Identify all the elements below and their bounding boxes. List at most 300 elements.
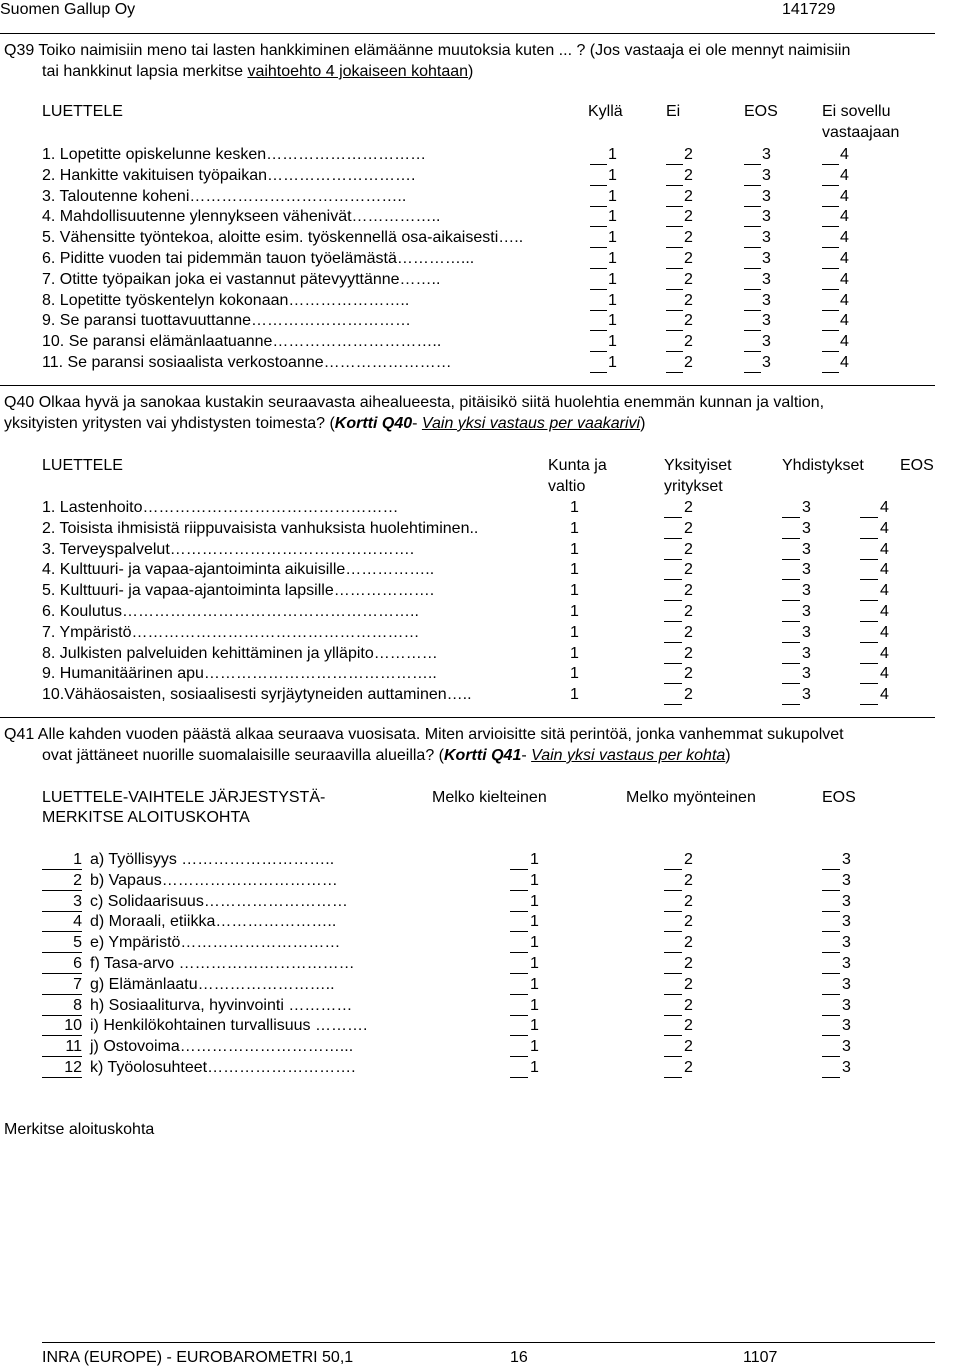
q41-answer-code[interactable]: 1 [530, 934, 539, 952]
q40-col-eos: EOS [900, 457, 934, 474]
q39-answer-blank [822, 247, 839, 248]
q40-answer-code[interactable]: 4 [880, 603, 889, 620]
q39-col-no: Ei [666, 103, 681, 120]
q40-answer-code[interactable]: 4 [880, 499, 889, 516]
q41-col-eos: EOS [822, 789, 856, 806]
q40-answer-blank [664, 683, 682, 684]
q39-answer-code[interactable]: 1 [608, 291, 617, 309]
q41-answer-code[interactable]: 3 [842, 975, 851, 993]
q39-row-label: 11. Se paransi sosiaalista verkostoanne…………………… [42, 354, 452, 371]
q41-answer-blank [822, 994, 840, 995]
q40-row-label: 7. Ympäristö……………………………………………… [42, 623, 420, 641]
q39-answer-blank [590, 164, 607, 165]
q40-answer-code[interactable]: 3 [802, 561, 811, 579]
q39-answer-blank [590, 351, 607, 352]
q41-answer-blank [822, 1077, 840, 1078]
q39-answer-code[interactable]: 2 [684, 291, 693, 309]
q39-answer-blank [590, 226, 607, 227]
q39-answer-code[interactable]: 4 [840, 333, 849, 351]
q41-order-number[interactable]: 1 [73, 851, 82, 868]
q39-answer-blank [822, 289, 839, 290]
q40-answer-code[interactable]: 4 [880, 665, 889, 683]
q40-answer-blank [664, 600, 682, 601]
q39-answer-code[interactable]: 3 [762, 208, 771, 226]
q39-row-label: 7. Otitte työpaikan joka ei vastannut pätevyyttänne…….. [42, 270, 441, 288]
q41-answer-blank [664, 869, 682, 870]
q41-order-number[interactable]: 3 [73, 892, 82, 910]
q41-text-line2: ovat jättäneet nuorille suomalaisille seuraavilla alueilla? (Kortti Q41- Vain yksi vastaus per kohta) [42, 747, 731, 764]
q39-answer-code[interactable]: 2 [684, 229, 693, 247]
q39-answer-code[interactable]: 3 [762, 229, 771, 247]
q41-row-label: f) Tasa-arvo …………………………… [90, 955, 355, 972]
q40-answer-code[interactable]: 3 [802, 519, 811, 537]
q40-answer-code[interactable]: 2 [684, 665, 693, 683]
q41-answer-code[interactable]: 1 [530, 1017, 539, 1035]
q39-answer-code[interactable]: 1 [608, 250, 617, 267]
q40-row-label: 9. Humanitäärinen apu…………………………………….. [42, 665, 437, 683]
q39-list-instruction: LUETTELE [42, 103, 123, 120]
q40-answer-code[interactable]: 3 [802, 686, 811, 704]
q41-order-number[interactable]: 12 [64, 1059, 82, 1076]
q39-answer-code[interactable]: 1 [608, 229, 617, 247]
q40-answer-code[interactable]: 2 [684, 499, 693, 516]
q39-col-na-2: vastaajaan [822, 124, 900, 141]
q39-answer-blank [822, 185, 839, 186]
q39-answer-blank [744, 268, 761, 269]
q41-answer-code[interactable]: 2 [684, 871, 693, 889]
q39-answer-blank [590, 289, 607, 290]
q40-answer-code[interactable]: 1 [570, 644, 579, 662]
q39-answer-code[interactable]: 3 [762, 354, 771, 371]
q39-answer-blank [744, 289, 761, 290]
q39-answer-code[interactable]: 4 [840, 270, 849, 288]
q40-divider [0, 717, 935, 718]
q39-answer-blank [590, 268, 607, 269]
q39-answer-blank [666, 330, 683, 331]
q39-answer-blank [744, 310, 761, 311]
q40-answer-blank [860, 683, 878, 684]
q41-answer-blank [664, 1015, 682, 1016]
q40-answer-blank [664, 517, 682, 518]
q39-answer-blank [744, 164, 761, 165]
q39-answer-blank [822, 351, 839, 352]
q40-answer-blank [664, 663, 682, 664]
q39-answer-code[interactable]: 4 [840, 229, 849, 247]
q40-answer-blank [782, 642, 800, 643]
q39-row-label: 9. Se paransi tuottavuuttanne………………………… [42, 312, 412, 330]
q41-answer-blank [510, 931, 528, 932]
q39-answer-blank [590, 185, 607, 186]
q41-answer-code[interactable]: 1 [530, 1059, 539, 1076]
q40-row-label: 6. Koulutus……………………………………………….. [42, 603, 419, 620]
q39-row-label: 2. Hankitte vakituisen työpaikan………………………. [42, 166, 416, 184]
q39-answer-blank [822, 206, 839, 207]
q39-answer-blank [666, 185, 683, 186]
q39-answer-blank [822, 310, 839, 311]
q39-answer-code[interactable]: 4 [840, 208, 849, 226]
q39-answer-code[interactable]: 1 [608, 333, 617, 351]
q40-row-label: 8. Julkisten palveluiden kehittäminen ja ylläpito………… [42, 644, 438, 662]
q41-row-label: c) Solidaarisuus……………………… [90, 892, 348, 910]
q41-answer-code[interactable]: 1 [530, 871, 539, 889]
q39-answer-code[interactable]: 1 [608, 312, 617, 330]
q40-answer-code[interactable]: 3 [802, 665, 811, 683]
q41-answer-code[interactable]: 1 [530, 913, 539, 931]
q40-text-line2: yksityisten yritysten vai yhdistysten toimesta? (Kortti Q40- Vain yksi vastaus per vaakarivi) [4, 415, 646, 432]
q41-instruction-1: LUETTELE-VAIHTELE JÄRJESTYSTÄ- [42, 789, 326, 806]
q40-answer-blank [782, 621, 800, 622]
q40-answer-blank [782, 517, 800, 518]
q40-answer-blank [860, 517, 878, 518]
q40-answer-code[interactable]: 2 [684, 561, 693, 579]
q40-answer-blank [860, 559, 878, 560]
q41-order-number[interactable]: 10 [64, 1017, 82, 1035]
q40-answer-code[interactable]: 1 [570, 623, 579, 641]
q40-answer-code[interactable]: 2 [684, 603, 693, 620]
q40-answer-blank [782, 683, 800, 684]
q39-col-na-1: Ei sovellu [822, 103, 891, 120]
q39-answer-blank [822, 372, 839, 373]
q39-answer-blank [666, 372, 683, 373]
q40-answer-blank [664, 642, 682, 643]
q41-answer-code[interactable]: 1 [530, 975, 539, 993]
q41-order-number[interactable]: 8 [73, 996, 82, 1014]
q41-answer-code[interactable]: 2 [684, 975, 693, 993]
q41-answer-blank [510, 952, 528, 953]
q39-answer-code[interactable]: 1 [608, 270, 617, 288]
q41-answer-code[interactable]: 2 [684, 892, 693, 910]
footer-divider [42, 1342, 935, 1343]
q40-answer-code[interactable]: 2 [684, 686, 693, 704]
footer-code: 1107 [743, 1349, 778, 1366]
q41-answer-code[interactable]: 3 [842, 913, 851, 931]
q39-answer-code[interactable]: 2 [684, 354, 693, 371]
q39-answer-code[interactable]: 2 [684, 270, 693, 288]
q39-answer-blank [822, 268, 839, 269]
questionnaire-code: 141729 [782, 1, 836, 18]
q39-text-line2: tai hankkinut lapsia merkitse vaihtoehto 4 jokaiseen kohtaan) [42, 63, 474, 80]
q40-answer-code[interactable]: 4 [880, 582, 889, 600]
q40-row-label: 5. Kulttuuri- ja vapaa-ajantoiminta lapsille………………. [42, 582, 435, 600]
q40-answer-code[interactable]: 4 [880, 561, 889, 579]
q40-answer-blank [860, 579, 878, 580]
q40-list-instruction: LUETTELE [42, 457, 123, 474]
q41-answer-blank [664, 994, 682, 995]
q40-answer-code[interactable]: 1 [570, 540, 579, 558]
q41-answer-code[interactable]: 3 [842, 1038, 851, 1056]
q41-row-label: a) Työllisyys ……………………….. [90, 851, 335, 868]
q41-order-number[interactable]: 7 [73, 975, 82, 993]
q40-answer-code[interactable]: 1 [570, 519, 579, 537]
q39-answer-blank [744, 185, 761, 186]
q40-answer-blank [664, 579, 682, 580]
q40-col-c: Yhdistykset [782, 457, 864, 474]
q40-answer-code[interactable]: 1 [570, 686, 579, 704]
q39-answer-code[interactable]: 4 [840, 166, 849, 184]
q41-answer-code[interactable]: 3 [842, 996, 851, 1014]
q39-answer-code[interactable]: 4 [840, 291, 849, 309]
q40-answer-blank [860, 538, 878, 539]
q40-answer-blank [782, 538, 800, 539]
q41-answer-code[interactable]: 2 [684, 934, 693, 952]
q41-answer-blank [510, 994, 528, 995]
q40-answer-blank [664, 704, 682, 705]
q39-answer-code[interactable]: 1 [608, 166, 617, 184]
q40-answer-blank [782, 559, 800, 560]
q39-answer-code[interactable]: 3 [762, 291, 771, 309]
q40-answer-code[interactable]: 4 [880, 686, 889, 704]
q40-answer-blank [860, 642, 878, 643]
q41-answer-blank [510, 1056, 528, 1057]
q41-answer-blank [510, 1015, 528, 1016]
q39-answer-code[interactable]: 3 [762, 333, 771, 351]
q40-answer-code[interactable]: 4 [880, 623, 889, 641]
q41-row-label: g) Elämänlaatu…………………….. [90, 975, 335, 993]
q40-row-label: 3. Terveyspalvelut………………………………………. [42, 540, 415, 558]
q39-row-label: 3. Taloutenne koheni………………………………….. [42, 187, 407, 205]
q39-answer-blank [744, 372, 761, 373]
q41-answer-code[interactable]: 2 [684, 955, 693, 972]
q39-answer-code[interactable]: 3 [762, 166, 771, 184]
q40-answer-code[interactable]: 2 [684, 540, 693, 558]
q40-answer-blank [860, 600, 878, 601]
q39-answer-blank [744, 206, 761, 207]
q40-answer-blank [860, 621, 878, 622]
q41-row-label: d) Moraali, etiikka………………….. [90, 913, 337, 931]
q41-answer-blank [822, 911, 840, 912]
q39-answer-code[interactable]: 3 [762, 270, 771, 288]
q41-answer-code[interactable]: 2 [684, 1038, 693, 1056]
q41-row-label: j) Ostovoima…………………………... [90, 1038, 354, 1056]
q40-answer-code[interactable]: 3 [802, 644, 811, 662]
q39-row-label: 5. Vähensitte työntekoa, aloitte esim. työskennellä osa-aikaisesti….. [42, 229, 524, 247]
q41-answer-blank [664, 1035, 682, 1036]
q40-answer-code[interactable]: 3 [802, 499, 811, 516]
q41-answer-code[interactable]: 3 [842, 1059, 851, 1076]
q40-answer-code[interactable]: 4 [880, 644, 889, 662]
q40-answer-code[interactable]: 1 [570, 582, 579, 600]
q39-answer-blank [590, 206, 607, 207]
q39-answer-code[interactable]: 2 [684, 146, 693, 163]
q41-answer-code[interactable]: 1 [530, 851, 539, 868]
q40-answer-blank [782, 663, 800, 664]
q40-answer-code[interactable]: 2 [684, 644, 693, 662]
q41-answer-code[interactable]: 2 [684, 1017, 693, 1035]
q40-answer-code[interactable]: 1 [570, 665, 579, 683]
q41-col-a: Melko kielteinen [432, 789, 547, 806]
q39-answer-code[interactable]: 2 [684, 312, 693, 330]
q39-answer-blank [590, 372, 607, 373]
q41-order-number[interactable]: 2 [73, 871, 82, 889]
q41-answer-code[interactable]: 1 [530, 1038, 539, 1056]
q40-answer-blank [664, 559, 682, 560]
q39-row-label: 10. Se paransi elämänlaatuanne………………………….. [42, 333, 442, 351]
q40-answer-blank [782, 704, 800, 705]
q41-row-label: k) Työolosuhteet………………………. [90, 1059, 356, 1076]
q41-answer-blank [822, 973, 840, 974]
q39-row-label: 1. Lopetitte opiskelunne kesken………………………… [42, 146, 427, 163]
q41-answer-code[interactable]: 2 [684, 1059, 693, 1076]
q41-answer-code[interactable]: 3 [842, 1017, 851, 1035]
q39-answer-code[interactable]: 4 [840, 146, 849, 163]
q39-answer-code[interactable]: 2 [684, 250, 693, 267]
q39-answer-code[interactable]: 2 [684, 187, 693, 205]
q41-answer-blank [664, 1056, 682, 1057]
q40-answer-blank [782, 579, 800, 580]
q40-answer-blank [664, 538, 682, 539]
q41-answer-code[interactable]: 3 [842, 871, 851, 889]
q40-row-label: 2. Toisista ihmisistä riippuvaisista vanhuksista huolehtiminen.. [42, 519, 479, 537]
q39-text-line1: Q39 Toiko naimisiin meno tai lasten hankkiminen elämäänne muutoksia kuten ... ? (Jos vastaaja ei ole mennyt naimisiin [4, 42, 851, 59]
q41-answer-code[interactable]: 3 [842, 955, 851, 972]
q41-answer-code[interactable]: 2 [684, 996, 693, 1014]
q41-row-label: i) Henkilökohtainen turvallisuus ………. [90, 1017, 368, 1035]
q39-answer-code[interactable]: 4 [840, 354, 849, 371]
q39-answer-blank [666, 289, 683, 290]
q40-answer-code[interactable]: 2 [684, 623, 693, 641]
q40-row-label: 4. Kulttuuri- ja vapaa-ajantoiminta aikuisille…………….. [42, 561, 435, 579]
q40-answer-code[interactable]: 4 [880, 519, 889, 537]
q39-answer-code[interactable]: 1 [608, 208, 617, 226]
q41-answer-code[interactable]: 1 [530, 892, 539, 910]
q39-answer-blank [590, 330, 607, 331]
q39-answer-blank [666, 310, 683, 311]
q39-answer-code[interactable]: 3 [762, 250, 771, 267]
q41-row-label: e) Ympäristö………………………… [90, 934, 341, 952]
q41-answer-code[interactable]: 3 [842, 851, 851, 868]
q39-answer-code[interactable]: 4 [840, 187, 849, 205]
q41-answer-blank [664, 890, 682, 891]
q40-answer-blank [860, 704, 878, 705]
q40-answer-code[interactable]: 4 [880, 540, 889, 558]
q39-row-label: 8. Lopetitte työskentelyn kokonaan………………….. [42, 291, 410, 309]
q39-answer-blank [666, 226, 683, 227]
q39-answer-blank [666, 247, 683, 248]
start-mark-label: Merkitse aloituskohta [4, 1121, 155, 1138]
q41-answer-blank [510, 911, 528, 912]
q40-answer-code[interactable]: 2 [684, 519, 693, 537]
q40-col-b-1: Yksityiset [664, 457, 732, 474]
q39-answer-code[interactable]: 2 [684, 333, 693, 351]
q41-answer-code[interactable]: 2 [684, 851, 693, 868]
q40-answer-code[interactable]: 3 [802, 540, 811, 558]
q39-answer-blank [666, 206, 683, 207]
q40-row-label: 1. Lastenhoito………………………………………… [42, 499, 399, 516]
header-divider [0, 33, 935, 34]
q41-instruction-2: MERKITSE ALOITUSKOHTA [42, 809, 250, 826]
q39-answer-blank [666, 351, 683, 352]
q40-answer-blank [860, 663, 878, 664]
q41-text-line1: Q41 Alle kahden vuoden päästä alkaa seuraava vuosisata. Miten arvioisitte sitä perintöä, jonka vanhemmat sukupolvet [4, 726, 844, 743]
q39-row-label: 4. Mahdollisuutenne ylennykseen vähenivät…………….. [42, 208, 441, 226]
q39-answer-blank [744, 247, 761, 248]
q41-answer-code[interactable]: 2 [684, 913, 693, 931]
q41-answer-blank [510, 1077, 528, 1078]
q39-answer-blank [666, 164, 683, 165]
q39-answer-code[interactable]: 4 [840, 312, 849, 330]
q41-answer-code[interactable]: 1 [530, 996, 539, 1014]
q39-answer-blank [822, 164, 839, 165]
q39-answer-blank [744, 351, 761, 352]
q41-order-number[interactable]: 5 [73, 934, 82, 952]
q41-answer-blank [664, 911, 682, 912]
q41-row-label: h) Sosiaaliturva, hyvinvointi ………… [90, 996, 353, 1014]
q41-answer-blank [664, 1077, 682, 1078]
q40-answer-code[interactable]: 3 [802, 623, 811, 641]
q39-divider [0, 385, 935, 386]
q39-answer-blank [744, 330, 761, 331]
q40-answer-code[interactable]: 1 [570, 561, 579, 579]
q40-row-label: 10.Vähäosaisten, sosiaalisesti syrjäytyneiden auttaminen….. [42, 686, 472, 704]
q39-answer-code[interactable]: 3 [762, 312, 771, 330]
q41-order-number[interactable]: 4 [73, 913, 82, 931]
q40-answer-code[interactable]: 3 [802, 582, 811, 600]
q39-answer-code[interactable]: 3 [762, 187, 771, 205]
q39-row-label: 6. Piditte vuoden tai pidemmän tauon työelämästä…………... [42, 250, 475, 267]
q39-answer-blank [666, 268, 683, 269]
q39-answer-code[interactable]: 3 [762, 146, 771, 163]
q41-answer-blank [822, 1015, 840, 1016]
footer-page-number: 16 [510, 1349, 528, 1366]
q39-answer-blank [744, 226, 761, 227]
q40-answer-blank [782, 600, 800, 601]
q41-answer-blank [822, 869, 840, 870]
q41-answer-code[interactable]: 3 [842, 892, 851, 910]
q41-answer-blank [664, 952, 682, 953]
q39-col-yes: Kyllä [588, 103, 623, 120]
q41-answer-code[interactable]: 1 [530, 955, 539, 972]
q40-answer-blank [664, 621, 682, 622]
q41-answer-blank [822, 1035, 840, 1036]
q40-text-line1: Q40 Olkaa hyvä ja sanokaa kustakin seuraavasta aihealueesta, pitäisikö siitä huolehtia enemmän kunnan ja valtion, [4, 394, 825, 411]
q39-answer-code[interactable]: 1 [608, 354, 617, 371]
q39-answer-blank [822, 330, 839, 331]
q39-answer-code[interactable]: 2 [684, 208, 693, 226]
q40-answer-code[interactable]: 1 [570, 603, 579, 620]
q41-answer-blank [822, 931, 840, 932]
q41-answer-blank [510, 1035, 528, 1036]
q41-col-b: Melko myönteinen [626, 789, 756, 806]
q41-answer-blank [510, 973, 528, 974]
q40-col-b-2: yritykset [664, 478, 723, 495]
footer-survey-name: INRA (EUROPE) - EUROBAROMETRI 50,1 [42, 1349, 354, 1366]
q39-answer-blank [822, 226, 839, 227]
q39-answer-code[interactable]: 1 [608, 187, 617, 205]
q39-answer-code[interactable]: 1 [608, 146, 617, 163]
q41-answer-blank [510, 890, 528, 891]
q41-answer-blank [822, 890, 840, 891]
q40-answer-code[interactable]: 2 [684, 582, 693, 600]
company-name: Suomen Gallup Oy [0, 1, 136, 18]
q39-answer-code[interactable]: 4 [840, 250, 849, 267]
q39-answer-code[interactable]: 2 [684, 166, 693, 184]
q41-row-label: b) Vapaus…………………………… [90, 871, 338, 889]
q41-answer-blank [664, 931, 682, 932]
q40-col-a-2: valtio [548, 478, 586, 495]
q40-col-a-1: Kunta ja [548, 457, 607, 474]
q41-order-number[interactable]: 6 [73, 955, 82, 972]
q39-answer-blank [590, 247, 607, 248]
q40-answer-code[interactable]: 1 [570, 499, 579, 516]
q41-answer-code[interactable]: 3 [842, 934, 851, 952]
q41-answer-blank [822, 1056, 840, 1057]
q41-answer-blank [510, 869, 528, 870]
q41-order-number[interactable]: 11 [65, 1038, 82, 1056]
q41-answer-blank [822, 952, 840, 953]
q40-answer-code[interactable]: 3 [802, 603, 811, 620]
q41-answer-blank [664, 973, 682, 974]
q39-col-eos: EOS [744, 103, 778, 120]
